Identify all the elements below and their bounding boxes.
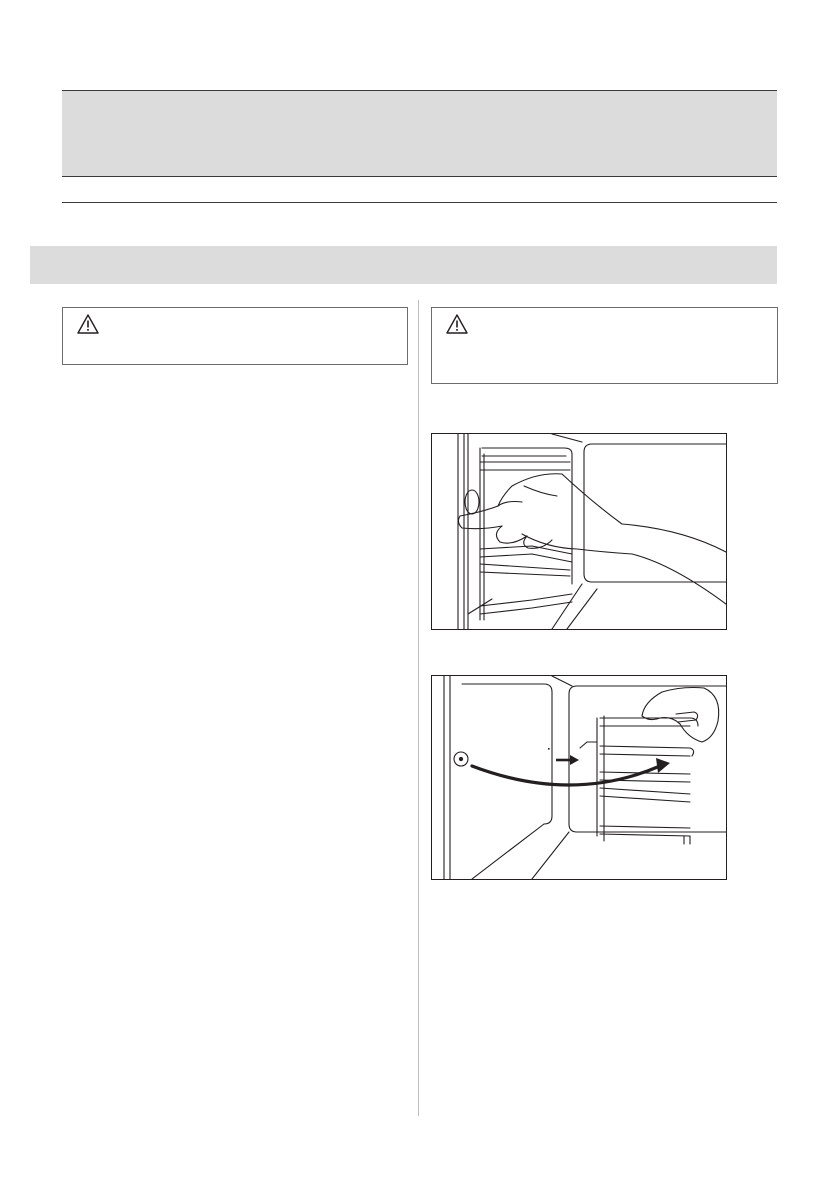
column-divider	[418, 300, 419, 1116]
figure-install-shelf-support	[431, 675, 727, 880]
warning-box-right	[431, 307, 778, 384]
oven-interior-illustration	[432, 434, 726, 629]
table-bottom-rule	[62, 202, 777, 203]
table-header-row	[62, 90, 777, 177]
table-row-divider	[62, 176, 777, 177]
figure-remove-shelf-support	[431, 433, 727, 630]
warning-triangle-icon	[446, 314, 468, 334]
warning-triangle-icon	[77, 314, 99, 334]
section-heading-bar	[30, 246, 777, 284]
warning-box-left	[62, 307, 408, 365]
oven-interior-arrow-illustration	[432, 676, 726, 879]
